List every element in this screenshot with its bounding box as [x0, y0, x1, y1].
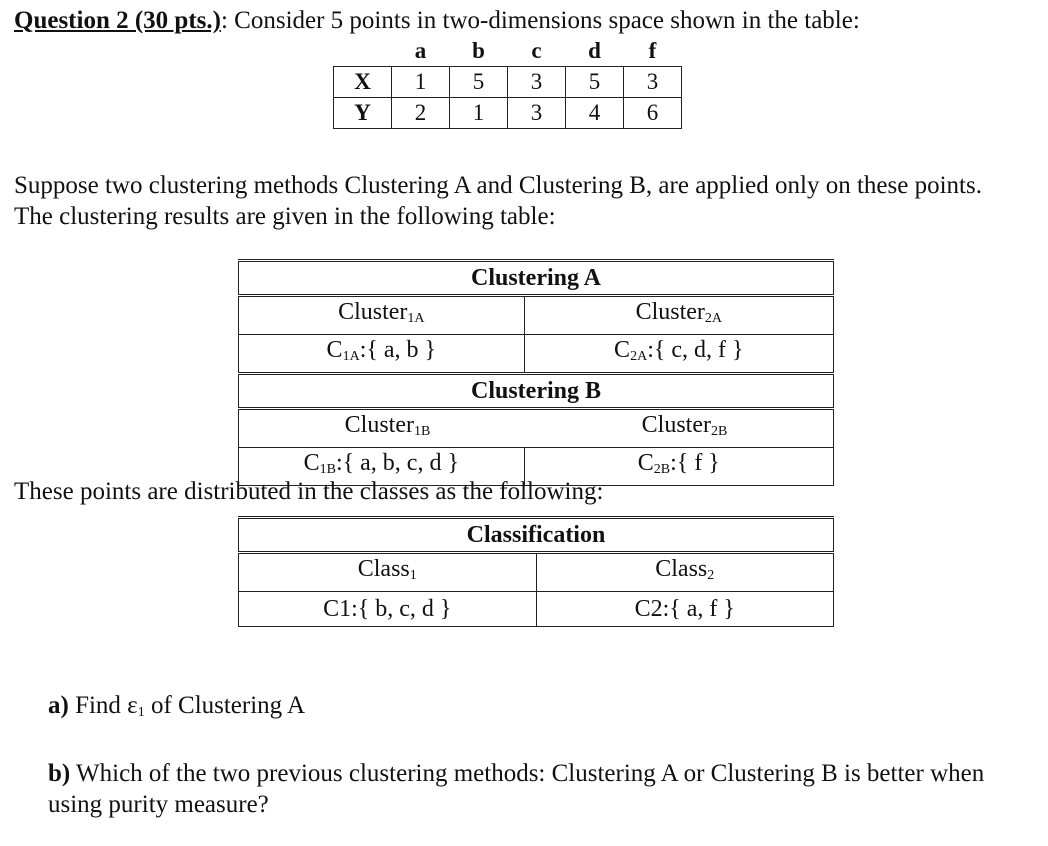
cell-y-c: 3: [508, 98, 566, 129]
cluster-1a-name: Cluster$_{1A}$: [239, 296, 525, 335]
cluster-1a-set: $C_{1A}$:{ a, b }: [239, 335, 525, 374]
points-row-y: [334, 98, 682, 129]
cell-x-a: 1: [392, 67, 450, 98]
cluster-2a-set: $C_{2A}$:{ c, d, f }: [524, 335, 833, 374]
header-d: d: [588, 38, 601, 63]
cell-y-f: 6: [624, 98, 682, 129]
row-label-x: X: [334, 67, 392, 98]
class-1-set: C1:{ b, c, d }: [239, 592, 537, 627]
part-b-text: Which of the two previous clustering methods: Clustering A or Clustering B is better when using purity measure?: [48, 760, 985, 818]
part-a-text: Find ε: [68, 692, 138, 719]
cell-x-d: 5: [566, 67, 624, 98]
clustering-b-title: Clustering B: [239, 374, 834, 409]
cluster-2a-name: Cluster$_{2A}$: [524, 296, 833, 335]
classification-table: [238, 516, 834, 627]
row-label-y: Y: [334, 98, 392, 129]
question-text: : Consider 5 points in two-dimensions space shown in the table:: [220, 7, 860, 34]
cluster-1b-set: $C_{1B}$:{ a, b, c, d }: [239, 448, 525, 486]
question-label: Question 2 (30 pts.): [14, 7, 221, 34]
points-header-row: [334, 36, 682, 67]
part-a: [48, 690, 305, 728]
cell-x-c: 3: [508, 67, 566, 98]
intro-paragraph: Suppose two clustering methods Clustering A and Clustering B, are applied only on these points. The clustering results are given in the following table:: [14, 172, 982, 230]
cell-y-a: 2: [392, 98, 450, 129]
classification-title: Classification: [239, 518, 834, 553]
cell-y-d: 4: [566, 98, 624, 129]
clustering-a-title: Clustering A: [239, 261, 834, 296]
cell-x-b: 5: [450, 67, 508, 98]
class-2-name: Class$_2$: [536, 553, 834, 592]
part-a-label: a): [48, 692, 69, 719]
class-1-name: Class$_1$: [239, 553, 537, 592]
points-row-x: [334, 67, 682, 98]
distribution-text: These points are distributed in the classes as the following:: [14, 478, 604, 505]
part-a-rest: of Clustering A: [144, 692, 306, 719]
cluster-2b-set: $C_{2B}$:{ f }: [524, 448, 833, 486]
header-a: a: [414, 38, 427, 63]
cluster-2b-name: Cluster$_{2B}$: [641, 412, 728, 439]
header-c: c: [531, 38, 542, 63]
cluster-1b-name: Cluster$_{1B}$: [344, 412, 431, 439]
part-b-label: b): [48, 760, 71, 787]
cell-x-f: 3: [624, 67, 682, 98]
header-b: b: [472, 38, 485, 63]
cluster-b-names-row: [239, 410, 833, 447]
clustering-table: [238, 259, 834, 486]
points-table: [333, 36, 682, 129]
part-a-sub: 1: [137, 705, 145, 720]
part-b: [48, 758, 1023, 820]
header-f: f: [648, 38, 657, 63]
class-2-set: C2:{ a, f }: [536, 592, 834, 627]
cell-y-b: 1: [450, 98, 508, 129]
question-header: [14, 6, 860, 36]
